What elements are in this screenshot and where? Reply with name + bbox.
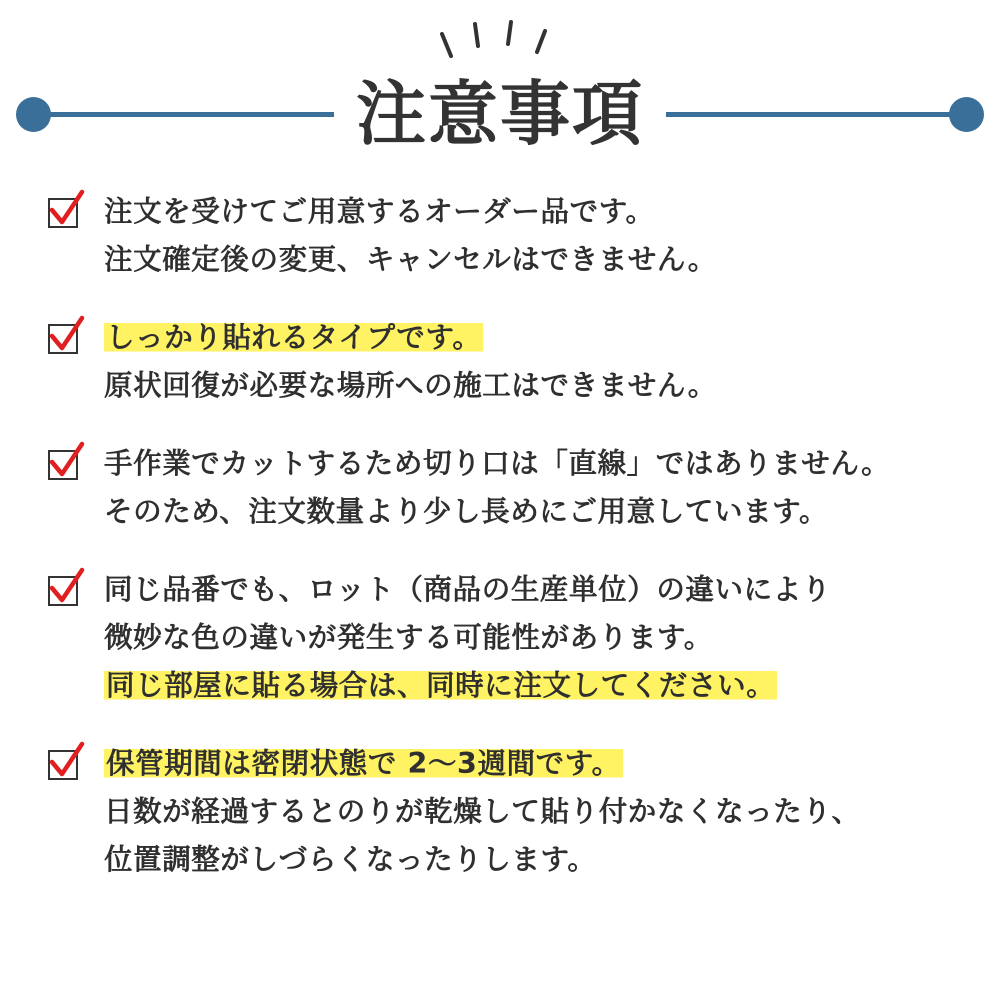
list-item [0,314,1000,410]
list-item [0,188,1000,284]
list-item-line: 注文を受けてご用意するオーダー品です。 [104,195,655,228]
list-item [0,440,1000,536]
page-header [0,0,1000,175]
checked-checkbox-icon [48,324,82,358]
list-item-line: 原状回復が必要な場所への施工はできません。 [104,369,717,402]
highlighted-text: 同じ部屋に貼る場合は、同時に注文してください。 [106,669,776,702]
header-dot-right [949,97,984,132]
list-item-line: 位置調整がしづらくなったりします。 [104,843,597,876]
list-item-line: 日数が経過するとのりが乾燥して貼り付かなくなったり、 [104,795,861,828]
checked-checkbox-icon [48,450,82,484]
notice-list [0,188,1000,914]
header-rule-right [666,112,966,117]
checked-checkbox-icon [48,750,82,784]
list-item-text [104,440,1000,536]
list-item-line: 微妙な色の違いが発生する可能性があります。 [104,621,713,654]
list-item-line: 注文確定後の変更、キャンセルはできません。 [104,243,717,276]
list-item-line: そのため、注文数量より少し長めにご用意しています。 [104,495,829,528]
highlighted-text: 保管期間は密閉状態で 2〜3週間です。 [106,747,621,780]
highlighted-text: しっかり貼れるタイプです。 [106,321,482,354]
list-item-text [104,188,1000,284]
checked-checkbox-icon [48,198,82,232]
list-item-line [104,662,1000,710]
list-item-line: 同じ品番でも、ロット（商品の生産単位）の違いにより [104,573,831,606]
list-item-text [104,314,1000,410]
list-item [0,566,1000,710]
page-title: 注意事項 [356,73,644,155]
sparkle-lines-icon [0,18,1000,74]
list-item-line: 手作業でカットするため切り口は「直線」ではありません。 [104,447,891,480]
list-item [0,740,1000,884]
list-item-line [104,314,1000,362]
list-item-text [104,740,1000,884]
list-item-text [104,566,1000,710]
checked-checkbox-icon [48,576,82,610]
list-item-line [104,740,1000,788]
